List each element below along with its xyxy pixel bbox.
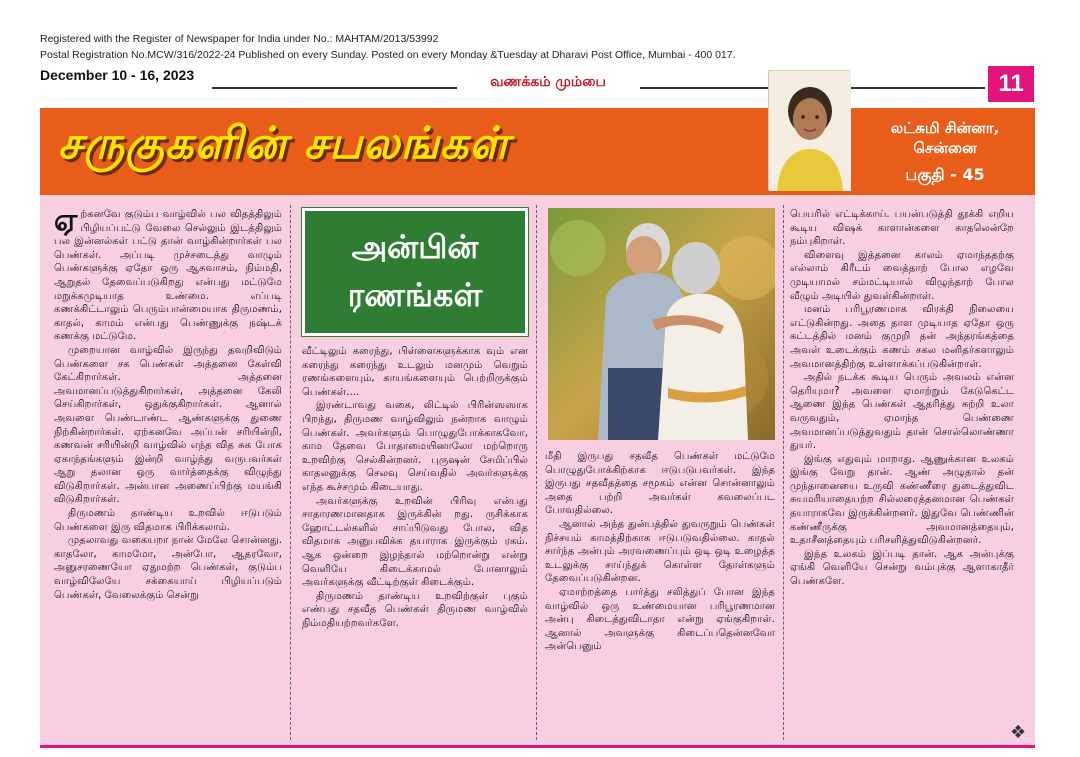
paragraph: இங்கு எதுவும் மாறாது. ஆணுக்கான உலகம் இங்கு வேறு தான். ஆண் அழுதால் தன் முந்தானையை உருவி கண்ணீரை துடைத்துவிட சுயமரியாதையற்ற சில்லரைத்தனமான பெண்கள் தயாராகவே இருக்கின்றனர். இதுவே பெண்ணின் கண்ணீருக்கு அவமானத்தையும், உதாசீனத்தையும் பரிசளித்துவிடுகின்றனர். bbox=[790, 453, 1014, 547]
column-divider bbox=[536, 205, 537, 740]
paragraph-text: ற்கனவே குடும்ப வாழ்வில் பல விதத்திலும் பிழியப்பட்டு வேலை செல்லும் இடத்திலும் பல இன்னல்கள் பட்டு தான் வாழ்கின்றார்கள் பல பெண்கள். அப்படி முச்சடைத்து வாழும் பெண்களுக்கு ஏதோ ஒரு ஆசுவாசம், நிம்மதி, ஆறுதல் தேவைப்படுகிறது என்பது மட்டுமே மறுக்கமுடியாத உண்மை. எப்படி கணக்கிட்டாலும் பெரும்பான்மையாக திருமணம், காதல், காமம் என்பது பெண்ணுக்கு நஷ்டக் கணக்கு மட்டுமே. bbox=[54, 209, 282, 343]
section-heading-line-2: ரணங்கள் bbox=[347, 276, 483, 314]
paragraph: இந்த உலகம் இப்படி தான். ஆக அன்புக்கு ஏங்கி வெளியே சென்று வம்புக்கு ஆளாகாதீர் பெண்களே. bbox=[790, 548, 1014, 588]
article-column-1 bbox=[54, 203, 282, 602]
column-divider bbox=[783, 205, 784, 740]
couple-embrace-image-icon bbox=[548, 208, 775, 440]
end-of-article-ornament-icon: ❖ bbox=[1010, 722, 1027, 743]
author-photo bbox=[768, 70, 850, 190]
issue-date: December 10 - 16, 2023 bbox=[40, 67, 195, 83]
page-number: 11 bbox=[988, 66, 1034, 102]
article-column-4 bbox=[790, 208, 1014, 589]
paragraph: மனம் பரிபூரணமாக விரக்தி நிலையை எட்டுகின்றது. அதை தாள முடியாத ஏதோ ஒரு கட்டத்தில் மனம் குமுறி தன் அந்தரங்கத்தை அவள் உடைக்கும் கணம் சகல மனிதர்களாலும் அவமானத்திற்கு உள்ளாக்கப்படுகின்றாள். bbox=[790, 304, 1014, 370]
header-rule-left bbox=[212, 87, 457, 89]
paragraph: திருமணம் தாண்டிய உறவில் ஈடுபடும் பெண்களை இரு விதமாக பிரிக்கலாம். bbox=[54, 508, 282, 533]
column-divider bbox=[290, 205, 291, 740]
paragraph: அவர்களுக்கு உறவின் பிரிவு என்பது சாதாரணமானதாக இருக்கின் றது. ருசிக்காக ஹோட்டல்களில் சாப்பிடுவது போல, வித விதமாக அனுபவிக்க தயாராக இருக்கும் ரகம். ஆக ஒன்றை இழந்தால் மற்றொன்று என்று வெளியே கிடைக்காமல் போனாலும் அவர்களுக்கு வீட்டிற்குள் கிடைக்கும். bbox=[302, 495, 528, 589]
elderly-couple-photo bbox=[548, 208, 775, 440]
paragraph: முறையான வாழ்வில் இருந்து தவறிவிடும் பெண்களை சக பெண்கள் அத்தனை கேள்வி கேட்கிறார்கள். அத்தனை அவமானப்படுத்துகிறார்கள், அத்தனை கேலி செய்கிறார்கள், ஒதுக்குகிறார்கள். ஆனால் அவளை பெண்டாண்ட ஆண்களுக்கு துணை நிற்கின்றார்கள். ஏற்கனவே அப்பன் சரியின்றி, கணவன் சரியின்றி வாழ்வில் எந்த வித சுக போக ஏகாந்தங்களும் இன்றி வாழ்ந்து வருபவர்கள் ஆறு தலான ஒரு வார்த்தைக்கு விழுந்து விடுகிறார்கள். அன்பான அணைப்பிற்கு மயங்கி விடுகிறார்கள். bbox=[54, 344, 282, 506]
paragraph: ஆனால் அந்த துன்பத்தில் துவருறும் பெண்கள் நிச்சயம் காமத்திற்காக ஈடுபடுவதில்லை. காதல் சார்ந்த அன்பும் அரவணைப்பும் ஒடி ஒடி உழைத்த உடலுக்கு சாய்ந்துக் கொள்ள தோள்களும் தேவைப்படுகின்றன. bbox=[545, 518, 775, 585]
paragraph: பெயரில் எட்டிக்காய். பயன்படுத்தி தூக்கி எறிய கூடிய விஷக் காளான்களை காதலென்றே நம்புகிறாள். bbox=[790, 209, 1014, 248]
paragraph: ஏமாற்றத்தை பார்த்து சலித்துப் போன இந்த வாழ்வில் ஒரு உண்மையான பரிபூரணமான அன்பு கிடைத்துவிடாதா என்று ஏங்குகிறாள். ஆனால் அவளுக்கு கிடைப்பதென்னவோ அன்பெனும் bbox=[545, 586, 775, 653]
article-column-2 bbox=[302, 345, 528, 630]
serial-title: சருகுகளின் சபலங்கள் bbox=[58, 118, 510, 169]
registration-line: Registered with the Register of Newspaper for India under No.: MAHTAM/2013/53992 bbox=[40, 33, 439, 45]
footer-rule bbox=[40, 745, 1035, 748]
paragraph: முதலாவது வகையறா நான் மேலே சொன்னது. காதலோ, காமமோ, அன்போ, ஆதரவோ, அனுசரணையோ ஏதுமற்ற பெண்கள், குடும்ப வாழ்விலேயே சக்கையாய் பிழியப்படும் பெண்கள், வேலைக்கும் சென்று bbox=[54, 535, 282, 601]
drop-cap: ஏ bbox=[54, 203, 78, 238]
paragraph: இரண்டாவது வகை, லிட்டில் பிரின்ஸஸாக பிறந்து, திருமண வாழ்விலும் நன்றாக வாழும் பெண்கள். அவர்களும் பொழுதுபோக்காகவோ, காம தேவை போதாமையினாலோ மற்றொரு உறவிற்கு செல்கின்றனர். புருஷன் சேமிப்பில் காதலனுக்கு செலவு செய்வதில் அவர்களுக்கு எந்த கூச்சமும் கிடையாது. bbox=[302, 400, 528, 493]
author-portrait-icon bbox=[769, 71, 851, 191]
paragraph: திருமணம் தாண்டிய உறவிற்குள் புகும் எண்பது சதவீத பெண்கள் திருமண வாழ்வில் நிம்மதியற்றவர்களே. bbox=[302, 590, 528, 629]
postal-registration-line: Postal Registration No.MCW/316/2022-24 Published on every Sunday. Posted on every Monday &Tuesday at Dharavi Post Office, Mumbai - 400 017. bbox=[40, 49, 736, 61]
paragraph bbox=[54, 203, 282, 344]
paragraph: வீட்டிலும் கரைந்து, பிள்ளைகளுக்காக வும் என கரைந்து கரைந்து உடலும் மனமும் வெறும் ரணங்களையும், காயங்களையும் பெற்றிருக்கும் பெண்கள்.... bbox=[302, 346, 528, 398]
paragraph: விளைவு இத்தனை காலம் ஏமாந்ததற்கு எல்லாம் கிரீடம் வைத்தாற் போல எழவே முடியாமல் சம்மட்டியால் விழுந்தாற் போல வீழும் அடியில் துவள்கின்றாள். bbox=[790, 249, 1014, 302]
article-column-3 bbox=[545, 450, 775, 654]
paragraph: அதில் நடக்க கூடிய பெரும் அவலம் என்ன தெரியுமா? அவளை ஏமாற்றும் கேடுகெட்ட ஆணை இந்த பெண்கள் ஆதரித்து சுற்றி உலா வருவதும், ஏமாந்த பெண்ணை அவமானப்படுத்துவதும் தான் சொல்லொண்ணா துயர். bbox=[790, 372, 1014, 452]
section-heading-box bbox=[302, 208, 528, 336]
paragraph: மீதி இருபது சதவீத பெண்கள் மட்டுமே பொழுதுபோக்கிற்காக ஈடுபடுபவர்கள். இந்த இருபது சதவீதத்தை சமூகம் என்ன சொன்னாலும் அதை பற்றி அவர்கள் கவலைப்பட போவதில்லை. bbox=[545, 451, 775, 517]
author-name: லட்சுமி சின்னா, சென்னை bbox=[890, 119, 1000, 157]
paper-name-logo: வணக்கம் மும்பை bbox=[462, 74, 634, 96]
section-heading-line-1: அன்பின் bbox=[351, 228, 479, 266]
part-number: பகுதி - 45 bbox=[905, 165, 985, 184]
